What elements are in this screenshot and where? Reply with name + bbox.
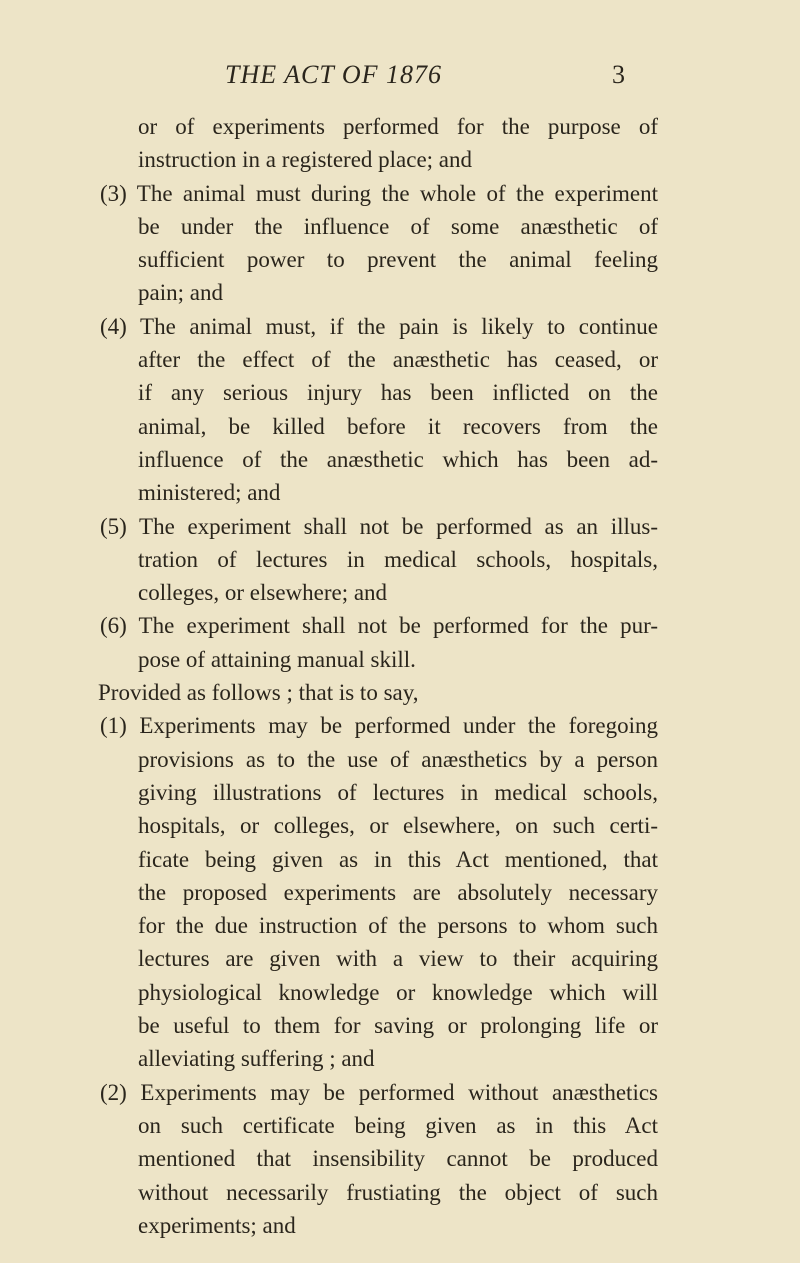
text-line: be under the influence of some anæsthetic of xyxy=(138,213,658,239)
text-line: giving illustrations of lectures in medical schools, xyxy=(138,779,658,805)
text-line: lectures are given with a view to their acquiring xyxy=(138,946,658,972)
text-line: ficate being given as in this Act mentioned, that xyxy=(138,846,658,872)
text-line: instruction in a registered place; and xyxy=(138,147,473,173)
running-title: THE ACT OF 1876 xyxy=(225,60,443,89)
text-line: pain; and xyxy=(138,280,223,306)
text-line: animal, be killed before it recovers from the xyxy=(138,413,658,439)
text-line: without necessarily frustiating the object of such xyxy=(138,1179,658,1205)
text-line: mentioned that insensibility cannot be produced xyxy=(138,1146,658,1172)
text-line: physiological knowledge or knowledge which will xyxy=(138,979,658,1005)
text-line: experiments; and xyxy=(138,1212,296,1238)
text-line: pose of attaining manual skill. xyxy=(138,646,416,672)
text-line: ministered; and xyxy=(138,480,281,506)
text-line: provisions as to the use of anæsthetics by a person xyxy=(138,746,658,772)
text-line: tration of lectures in medical schools, hospitals, xyxy=(138,546,658,572)
text-line: after the effect of the anæsthetic has ceased, or xyxy=(138,347,658,373)
text-line: influence of the anæsthetic which has been ad- xyxy=(138,446,658,472)
text-line: or of experiments performed for the purpose of xyxy=(138,114,658,139)
text-line: (5) The experiment shall not be performed as an illus- xyxy=(100,513,658,539)
text-line: on such certificate being given as in this Act xyxy=(138,1112,658,1138)
text-line: the proposed experiments are absolutely necessary xyxy=(138,879,658,905)
text-line: Provided as follows ; that is to say, xyxy=(98,680,419,706)
text-line: (3) The animal must during the whole of the experiment xyxy=(100,180,658,206)
running-head xyxy=(0,60,800,94)
text-line: colleges, or elsewhere; and xyxy=(138,580,388,606)
body-text xyxy=(98,110,658,1242)
page-number: 3 xyxy=(612,60,625,89)
text-line: (6) The experiment shall not be performed for the pur- xyxy=(100,613,658,639)
text-line: (1) Experiments may be performed under the foregoing xyxy=(100,713,658,739)
text-line: for the due instruction of the persons to whom such xyxy=(138,913,658,939)
text-line: alleviating suffering ; and xyxy=(138,1046,375,1072)
text-line: if any serious injury has been inflicted on the xyxy=(138,380,658,406)
text-line: (4) The animal must, if the pain is likely to continue xyxy=(100,313,658,339)
text-line: (2) Experiments may be performed without anæsthetics xyxy=(100,1079,658,1105)
text-line: sufficient power to prevent the animal feeling xyxy=(138,247,658,273)
text-line: be useful to them for saving or prolonging life or xyxy=(138,1013,658,1039)
text-line: hospitals, or colleges, or elsewhere, on such certi- xyxy=(138,813,658,839)
